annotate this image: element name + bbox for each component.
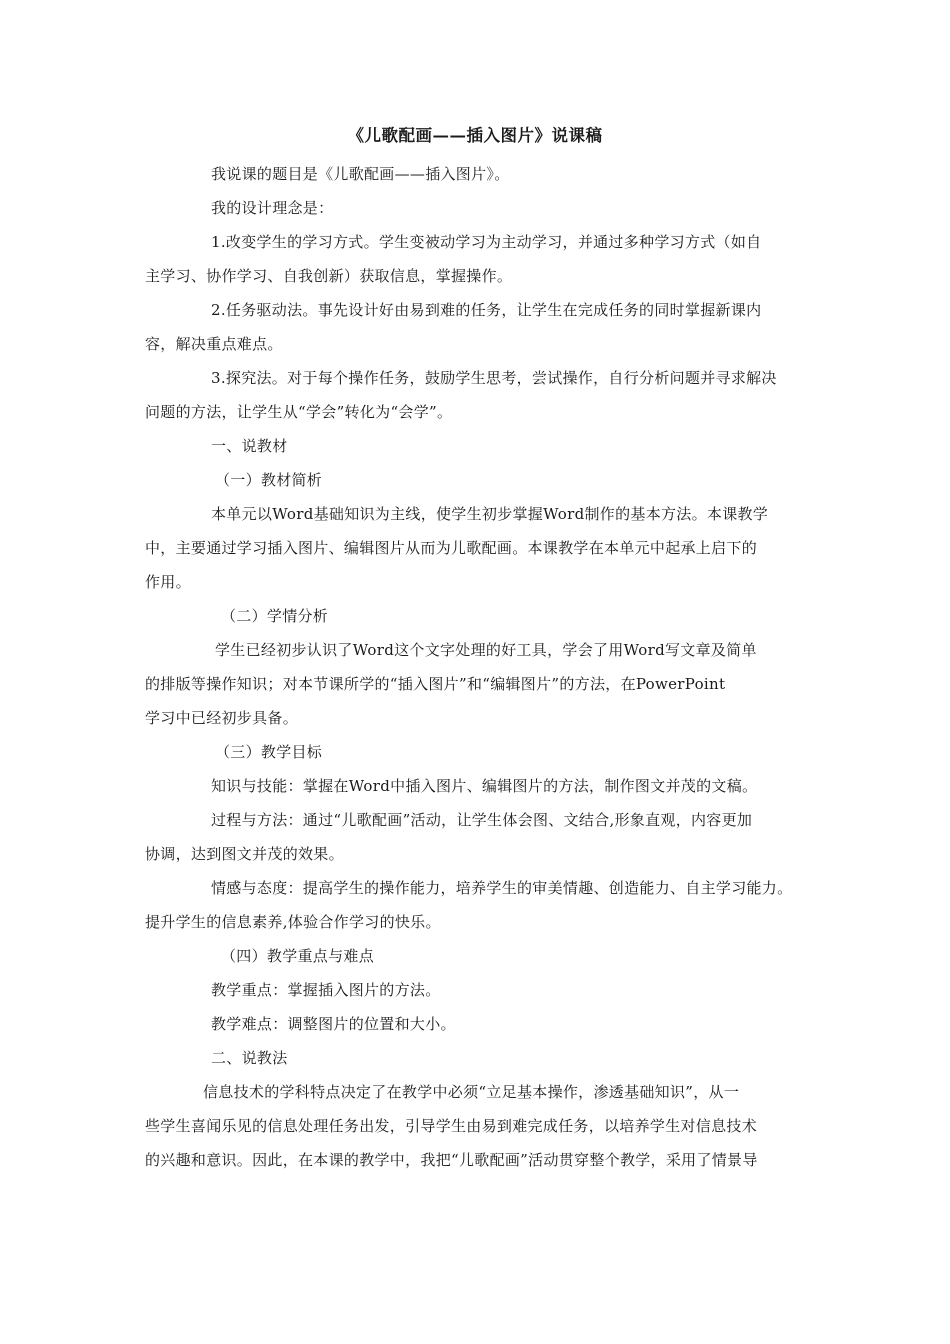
paragraph-line: 信息技术的学科特点决定了在教学中必须“立足基本操作，渗透基础知识”，从一 xyxy=(203,1083,740,1101)
subsection-heading: （二）学情分析 xyxy=(221,607,329,625)
document-title: 《儿歌配画——插入图片》说课稿 xyxy=(347,126,603,145)
subsection-heading: （四）教学重点与难点 xyxy=(221,947,375,965)
paragraph-line: 教学重点：掌握插入图片的方法。 xyxy=(211,981,441,999)
paragraph-line: 的兴趣和意识。因此，在本课的教学中，我把“儿歌配画”活动贯穿整个教学，采用了情景导 xyxy=(145,1151,758,1169)
document-body xyxy=(145,157,813,1177)
paragraph-line: 2.任务驱动法。事先设计好由易到难的任务，让学生在完成任务的同时掌握新课内 xyxy=(211,301,762,319)
paragraph-line: 些学生喜闻乐见的信息处理任务出发，引导学生由易到难完成任务，以培养学生对信息技术 xyxy=(145,1117,758,1135)
paragraph-line: 我说课的题目是《儿歌配画——插入图片》。 xyxy=(211,165,510,183)
paragraph-line: 主学习、协作学习、自我创新）获取信息，掌握操作。 xyxy=(145,267,513,285)
paragraph-line: 学生已经初步认识了Word这个文字处理的好工具，学会了用Word写文章及简单 xyxy=(215,641,757,659)
paragraph-line: 知识与技能：掌握在Word中插入图片、编辑图片的方法，制作图文并茂的文稿。 xyxy=(211,777,758,795)
paragraph-line: 容，解决重点难点。 xyxy=(145,335,283,353)
section-heading: 一、说教材 xyxy=(211,437,288,455)
paragraph-line: 作用。 xyxy=(145,573,191,591)
subsection-heading: （一）教材简析 xyxy=(215,471,323,489)
paragraph-line: 协调，达到图文并茂的效果。 xyxy=(145,845,344,863)
subsection-heading: （三）教学目标 xyxy=(215,743,323,761)
paragraph-line: 中，主要通过学习插入图片、编辑图片从而为儿歌配画。本课教学在本单元中起承上启下的 xyxy=(145,539,758,557)
paragraph-line: 1.改变学生的学习方式。学生变被动学习为主动学习，并通过多种学习方式（如自 xyxy=(211,233,762,251)
paragraph-line: 教学难点：调整图片的位置和大小。 xyxy=(211,1015,456,1033)
paragraph-line: 的排版等操作知识；对本节课所学的“插入图片”和“编辑图片”的方法，在PowerPoint xyxy=(145,675,726,693)
paragraph-line: 情感与态度：提高学生的操作能力，培养学生的审美情趣、创造能力、自主学习能力。 xyxy=(211,879,793,897)
paragraph-line: 3.探究法。对于每个操作任务，鼓励学生思考，尝试操作，自行分析问题并寻求解决 xyxy=(211,369,777,387)
paragraph-line: 本单元以Word基础知识为主线，使学生初步掌握Word制作的基本方法。本课教学 xyxy=(211,505,769,523)
paragraph-line: 过程与方法：通过“儿歌配画”活动，让学生体会图、文结合,形象直观，内容更加 xyxy=(211,811,753,829)
paragraph-line: 我的设计理念是： xyxy=(211,199,334,217)
paragraph-line: 问题的方法，让学生从“学会”转化为“会学”。 xyxy=(145,403,453,421)
paragraph-line: 提升学生的信息素养,体验合作学习的快乐。 xyxy=(145,913,441,931)
section-heading: 二、说教法 xyxy=(211,1049,288,1067)
paragraph-line: 学习中已经初步具备。 xyxy=(145,709,299,727)
